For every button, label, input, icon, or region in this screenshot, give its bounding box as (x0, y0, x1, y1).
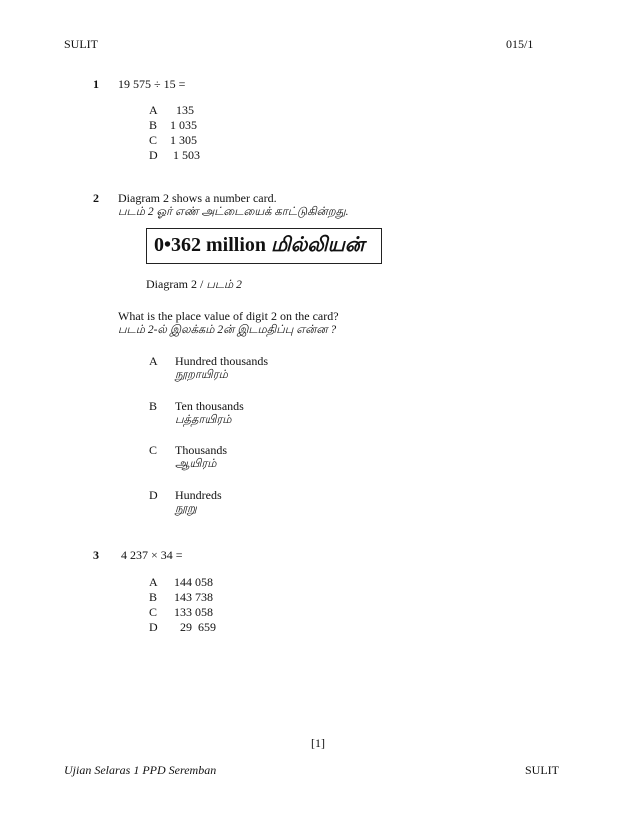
q1-option-a-text: 135 (170, 103, 194, 117)
footer-left: Ujian Selaras 1 PPD Seremban (64, 763, 217, 777)
q2-option-a-text: Hundred thousands (175, 354, 268, 368)
q3-option-b-letter: B (149, 590, 158, 604)
number-card (146, 228, 382, 264)
q3-option-b-text: 143 738 (174, 590, 213, 604)
q1-option-d-letter: D (149, 148, 158, 162)
q2-option-b-text: Ten thousands (175, 399, 244, 413)
diagram-label: Diagram 2 / படம் 2 (146, 277, 242, 291)
q2-option-b-letter: B (149, 399, 158, 413)
q3-option-c-letter: C (149, 605, 158, 619)
q3-option-a-text: 144 058 (174, 575, 213, 589)
q2-prompt-tamil: படம் 2-ல் இலக்கம் 2ன் இடமதிப்பு என்ன ? (118, 324, 337, 336)
q2-option-d-letter: D (149, 488, 158, 502)
q1-option-d-text: 1 503 (170, 148, 200, 162)
q2-option-c-letter: C (149, 443, 158, 457)
q2-line1: Diagram 2 shows a number card. (118, 191, 277, 205)
q2-line1-tamil: படம் 2 ஓர் எண் அட்டையைக் காட்டுகின்றது. (118, 206, 349, 218)
q3-question: 4 237 × 34 = (121, 548, 183, 562)
q3-option-a-letter: A (149, 575, 158, 589)
q1-question: 19 575 ÷ 15 = (118, 77, 186, 91)
q1-option-b-text: 1 035 (170, 118, 197, 132)
header-left: SULIT (64, 37, 98, 51)
q3-option-d-letter: D (149, 620, 158, 634)
q2-number: 2 (93, 191, 99, 205)
q2-option-d-tamil: நூறு (175, 503, 197, 515)
q2-option-c-tamil: ஆயிரம் (175, 458, 217, 470)
q1-option-b-letter: B (149, 118, 158, 132)
q3-number: 3 (93, 548, 99, 562)
q1-option-c-letter: C (149, 133, 158, 147)
header-right: 015/1 (506, 37, 534, 51)
q2-option-d-text: Hundreds (175, 488, 222, 502)
q3-option-d-text: 29 659 (174, 620, 216, 634)
q3-option-c-text: 133 058 (174, 605, 213, 619)
q2-option-a-letter: A (149, 354, 158, 368)
q1-option-a-letter: A (149, 103, 158, 117)
q2-option-b-tamil: பத்தாயிரம் (175, 414, 232, 426)
q2-option-c-text: Thousands (175, 443, 227, 457)
page-number: [1] (311, 736, 325, 750)
q2-option-a-tamil: நூறாயிரம் (175, 369, 228, 381)
card-number: 0•362 million மில்லியன் (154, 234, 365, 256)
footer-right: SULIT (525, 763, 559, 777)
q1-number: 1 (93, 77, 99, 91)
q1-option-c-text: 1 305 (170, 133, 197, 147)
q2-prompt: What is the place value of digit 2 on the card? (118, 309, 339, 323)
